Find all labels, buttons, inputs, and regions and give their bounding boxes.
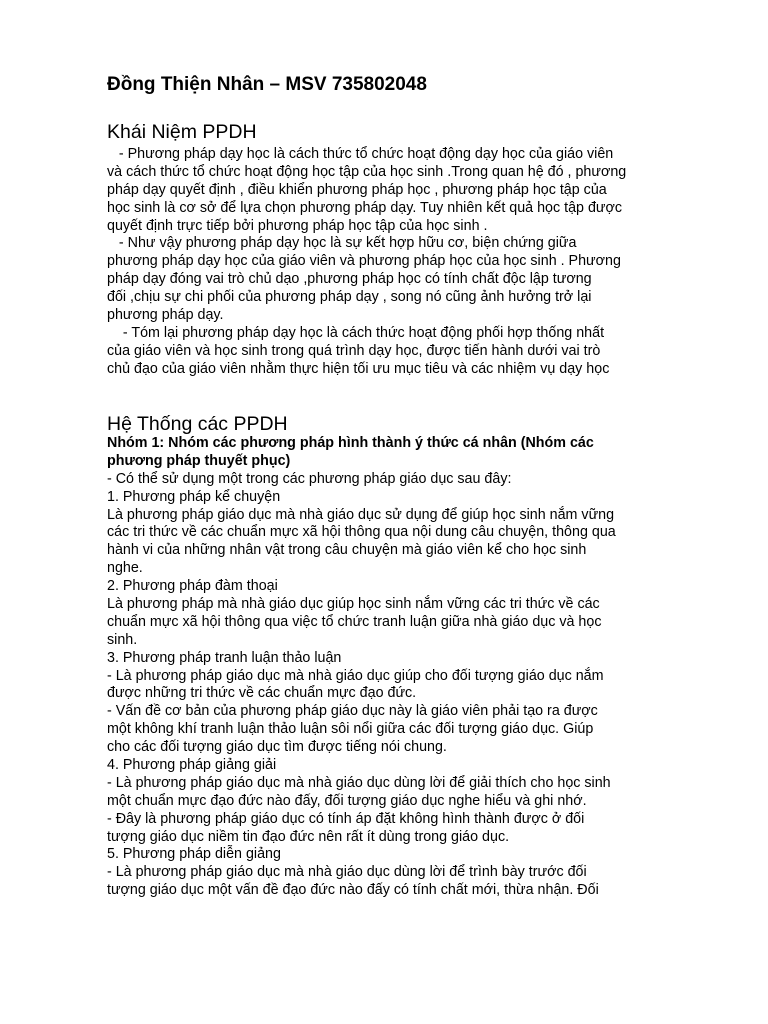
text-line: đối ,chịu sự chi phối của phương pháp dạy , song nó cũng ảnh hưởng trở lại bbox=[107, 289, 592, 306]
group-title-line: phương pháp thuyết phục) bbox=[107, 452, 291, 469]
text-line: 1. Phương pháp kể chuyện bbox=[107, 488, 281, 505]
text-line: 3. Phương pháp tranh luận thảo luận bbox=[107, 649, 342, 666]
section-body-khai-niem bbox=[107, 146, 667, 379]
text-line: pháp dạy quyết định , điều khiển phương pháp học , phương pháp học tập của bbox=[107, 181, 607, 198]
text-line: 5. Phương pháp diễn giảng bbox=[107, 846, 281, 863]
text-line: tượng giáo dục một vấn đề đạo đức nào đấy có tính chất mới, thừa nhận. Đối bbox=[107, 882, 599, 899]
text-line: - Tóm lại phương pháp dạy học là cách thức hoạt động phối hợp thống nhất bbox=[107, 324, 605, 341]
text-line: chuẩn mực xã hội thông qua việc tổ chức tranh luận giữa nhà giáo dục và học bbox=[107, 613, 602, 630]
text-line: cho các đối tượng giáo dục tìm được tiếng nói chung. bbox=[107, 739, 447, 756]
text-line: quyết định trực tiếp bởi phương pháp học tập của học sinh . bbox=[107, 217, 488, 234]
text-line: - Vấn đề cơ bản của phương pháp giáo dục này là giáo viên phải tạo ra được bbox=[107, 703, 598, 720]
text-line: được những tri thức về các chuẩn mực đạo đức. bbox=[107, 685, 417, 702]
text-line: - Như vậy phương pháp dạy học là sự kết hợp hữu cơ, biện chứng giữa bbox=[107, 235, 577, 252]
text-line: hành vi của những nhân vật trong câu chuyện mà giáo viên kể cho học sinh bbox=[107, 542, 587, 559]
section-heading-he-thong: Hệ Thống các PPDH bbox=[107, 413, 288, 435]
text-line: - Là phương pháp giáo dục mà nhà giáo dục dùng lời để giải thích cho học sinh bbox=[107, 774, 611, 791]
text-line: - Là phương pháp giáo dục mà nhà giáo dục giúp cho đối tượng giáo dục nắm bbox=[107, 667, 604, 684]
text-line: học sinh là cơ sở để lựa chọn phương pháp dạy. Tuy nhiên kết quả học tập được bbox=[107, 199, 623, 216]
text-line: chủ đạo của giáo viên nhằm thực hiện tối ưu mục tiêu và các nhiệm vụ dạy học bbox=[107, 360, 610, 377]
section-body-he-thong bbox=[107, 435, 667, 900]
text-line: phương pháp dạy học của giáo viên và phương pháp học của học sinh . Phương bbox=[107, 253, 621, 270]
text-line: - Đây là phương pháp giáo dục có tính áp đặt không hình thành được ở đối bbox=[107, 810, 585, 827]
text-line: - Phương pháp dạy học là cách thức tổ chức hoạt động dạy học của giáo viên bbox=[107, 146, 614, 162]
text-line: 4. Phương pháp giảng giải bbox=[107, 757, 277, 774]
text-line: phương pháp dạy. bbox=[107, 307, 224, 324]
text-line: một chuẩn mực đạo đức nào đấy, đối tượng giáo dục nghe hiểu và ghi nhớ. bbox=[107, 792, 587, 809]
text-line: Là phương pháp giáo dục mà nhà giáo dục sử dụng để giúp học sinh nắm vững bbox=[107, 506, 615, 523]
text-line: - Là phương pháp giáo dục mà nhà giáo dục dùng lời để trình bày trước đối bbox=[107, 864, 587, 881]
text-line: các tri thức về các chuẩn mực xã hội thông qua nội dung câu chuyện, thông qua bbox=[107, 524, 616, 541]
text-line: Là phương pháp mà nhà giáo dục giúp học sinh nắm vững các tri thức về các bbox=[107, 596, 600, 613]
text-line: pháp dạy đóng vai trò chủ dạo ,phương pháp học có tính chất độc lập tương bbox=[107, 271, 592, 288]
text-line: - Có thể sử dụng một trong các phương pháp giáo dục sau đây: bbox=[107, 470, 512, 487]
group-title-line: Nhóm 1: Nhóm các phương pháp hình thành ý thức cá nhân (Nhóm các bbox=[107, 435, 594, 451]
text-line: tượng giáo dục niềm tin đạo đức nên rất ít dùng trong giáo dục. bbox=[107, 828, 510, 845]
text-line: nghe. bbox=[107, 560, 143, 577]
text-line: 2. Phương pháp đàm thoại bbox=[107, 578, 278, 595]
section-heading-khai-niem: Khái Niệm PPDH bbox=[107, 121, 257, 143]
text-line: một không khí tranh luận thảo luận sôi nổi giữa các đối tượng giáo dục. Giúp bbox=[107, 721, 594, 738]
text-line: sinh. bbox=[107, 631, 138, 648]
text-line: của giáo viên và học sinh trong quá trình dạy học, được tiến hành dưới vai trò bbox=[107, 342, 601, 359]
page-title: Đồng Thiện Nhân – MSV 735802048 bbox=[107, 74, 427, 95]
text-line: và cách thức tổ chức hoạt động học tập của học sinh .Trong quan hệ đó , phương bbox=[107, 163, 627, 180]
